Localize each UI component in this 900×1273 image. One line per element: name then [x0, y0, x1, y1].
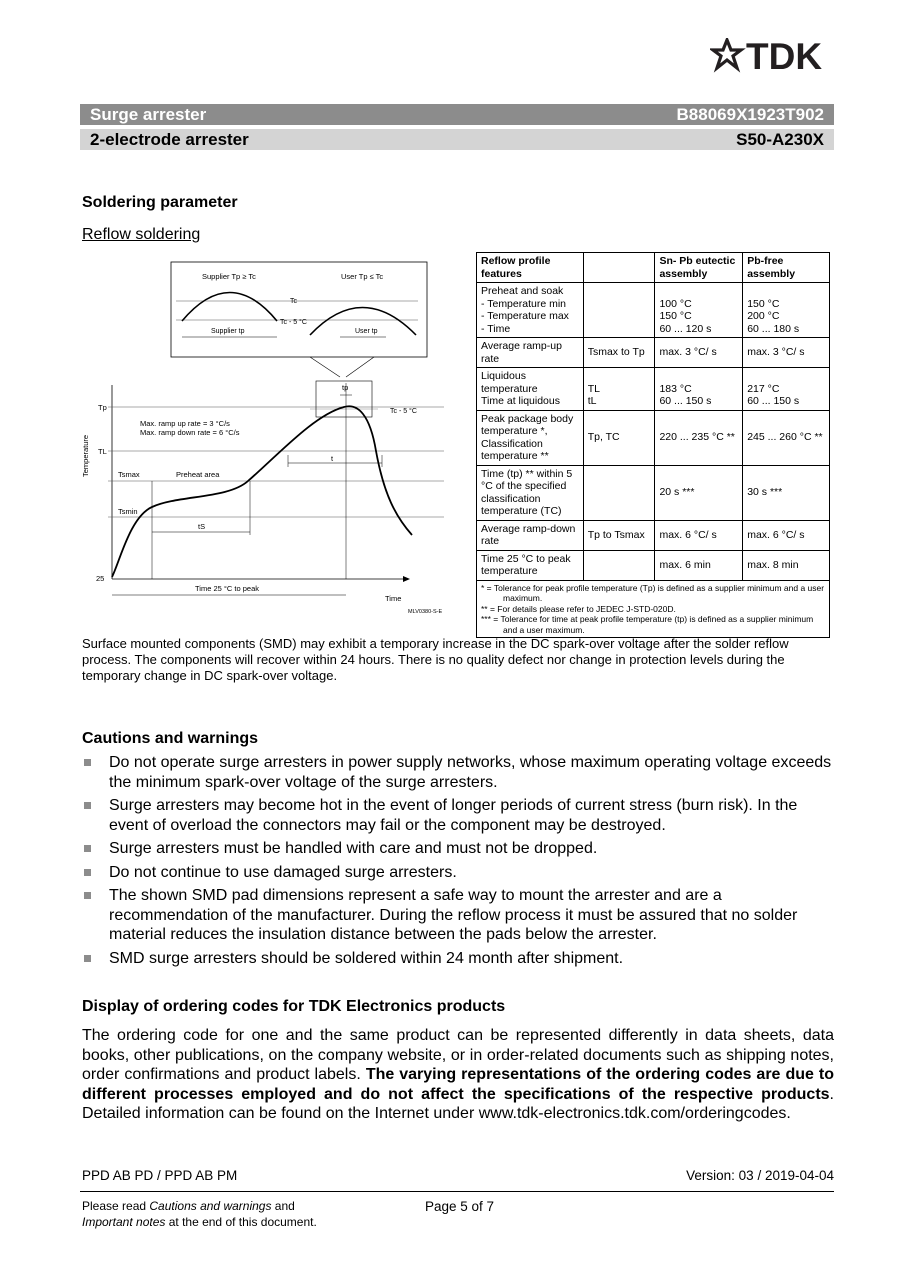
table-cell: 20 s *** [655, 465, 743, 520]
table-cell: Average ramp-down rate [477, 520, 584, 550]
caution-text: SMD surge arresters should be soldered within 24 month after shipment. [109, 949, 624, 967]
ts-label: tS [198, 522, 206, 531]
cautions-list [82, 753, 834, 972]
table-row [477, 410, 830, 465]
table-row [477, 520, 830, 550]
caution-text: The shown SMD pad dimensions represent a safe way to mount the arrester and are a recommendation of the manufacturer. During the reflow process it must be assured that no solder material reduces the insulation distance between the pads below the arrester. [109, 887, 798, 943]
user-label: User Tp ≤ Tc [341, 272, 384, 281]
footer-version: Version: 03 / 2019-04-04 [686, 1168, 834, 1183]
table-cell: Time (tp) ** within 5 °C of the specified classification temperature (TC) [477, 465, 584, 520]
time-to-peak-label: Time 25 °C to peak [195, 584, 259, 593]
ramp-down-label: Max. ramp down rate = 6 °C/s [140, 428, 240, 437]
table-cell: Preheat and soak - Temperature min - Temperature max - Time [477, 283, 584, 338]
footer-divider [80, 1191, 834, 1192]
table-row [477, 465, 830, 520]
table-cell: 100 °C 150 °C 60 ... 120 s [655, 283, 743, 338]
table-header: Reflow profile features [477, 253, 584, 283]
table-cell: Average ramp-up rate [477, 338, 584, 368]
list-item [82, 886, 834, 945]
table-cell [583, 465, 655, 520]
footer-note-text: at the end of this document. [165, 1215, 317, 1229]
tdk-logo-mark [713, 40, 741, 68]
table-cell: 217 °C 60 ... 150 s [743, 368, 830, 411]
ordering-text: The ordering code for one and the same product can be represented differently in data sheets, data books, other publications, on the company website, or in order-related documents such as shipping notes, order confirmations and product labels. [82, 1027, 834, 1083]
list-item [82, 753, 834, 792]
ordering-text-end: . Detailed information can be found on the Internet under www.tdk-electronics.tdk.com/orderingcodes. [82, 1085, 834, 1122]
table-cell: TL tL [583, 368, 655, 411]
product-name: Surge arrester [90, 105, 207, 124]
user-tp-label: User tp [355, 328, 378, 335]
soldering-title: Soldering parameter [82, 194, 238, 211]
cautions-title: Cautions and warnings [82, 730, 259, 747]
tp-label: Tp [98, 403, 107, 412]
bullet-icon [84, 955, 91, 962]
soldering-parameter-table [476, 252, 830, 638]
ramp-up-label: Max. ramp up rate = 3 °C/s [140, 419, 230, 428]
table-note: ** = For details please refer to JEDEC J-STD-020D. [481, 603, 676, 614]
bullet-icon [84, 802, 91, 809]
table-row [477, 283, 830, 338]
figure-code: MLV0380-S-E [408, 609, 443, 615]
footer-cautions-ref: Cautions and warnings [149, 1199, 272, 1213]
caution-text: Do not continue to use damaged surge arresters. [109, 863, 457, 881]
tsmin-label: Tsmin [118, 507, 138, 516]
t-label: t [331, 454, 334, 463]
table-cell: Tp to Tsmax [583, 520, 655, 550]
tl-label: TL [98, 447, 107, 456]
caution-text: Do not operate surge arresters in power supply networks, whose maximum operating voltage exceeds the minimum spark-over voltage of the surge arresters. [109, 754, 832, 791]
table-note: *** = Tolerance for time at peak profile temperature (tp) is defined as a supplier minimum and a user maximum. [481, 614, 814, 635]
ordering-title: Display of ordering codes for TDK Electronics products [82, 998, 506, 1015]
reflow-subtitle: Reflow soldering [82, 226, 201, 243]
reflow-profile-diagram [78, 255, 458, 625]
table-cell: max. 3 °C/ s [655, 338, 743, 368]
table-notes-row [477, 580, 830, 638]
table-cell: 30 s *** [743, 465, 830, 520]
footer-note-text: Please read [82, 1199, 150, 1213]
tdk-logo-text: TDK [746, 38, 823, 74]
product-series: S50-A230X [736, 130, 824, 149]
table-cell: max. 3 °C/ s [743, 338, 830, 368]
page-number: Page 5 of 7 [425, 1199, 495, 1214]
tdk-logo [710, 38, 838, 74]
table-cell: Tsmax to Tp [583, 338, 655, 368]
header-band-product [80, 104, 834, 125]
table-cell: 183 °C 60 ... 150 s [655, 368, 743, 411]
table-cell: 245 ... 260 °C ** [743, 410, 830, 465]
tp-time-label: tp [342, 383, 349, 392]
list-item [82, 949, 834, 969]
list-item [82, 863, 834, 883]
table-cell: Tp, TC [583, 410, 655, 465]
ordering-bold-text: The varying representations of the ordering codes are due to different processes employed and do not affect the specifications of the respective products [82, 1066, 834, 1103]
table-cell: max. 6 °C/ s [743, 520, 830, 550]
table-header: Sn- Pb eutectic assembly [655, 253, 743, 283]
table-cell [583, 550, 655, 580]
table-header [583, 253, 655, 283]
supplier-label: Supplier Tp ≥ Tc [202, 272, 256, 281]
table-header-row [477, 253, 830, 283]
table-header: Pb-free assembly [743, 253, 830, 283]
table-cell: 220 ... 235 °C ** [655, 410, 743, 465]
supplier-tp-label: Supplier tp [211, 328, 245, 335]
bullet-icon [84, 845, 91, 852]
footer-note [82, 1198, 382, 1230]
table-row [477, 368, 830, 411]
part-number: B88069X1923T902 [676, 105, 824, 124]
footer-note-text: and [271, 1199, 295, 1213]
tc5-main-label: Tc - 5 °C [390, 408, 417, 415]
table-note: * = Tolerance for peak profile temperature (Tp) is defined as a supplier minimum and a user maximum. [481, 582, 825, 603]
preheat-label: Preheat area [176, 470, 220, 479]
table-cell [583, 283, 655, 338]
smd-note: Surface mounted components (SMD) may exhibit a temporary increase in the DC spark-over voltage after the solder reflow process. The components will recover within 24 hours. There is no quality defect nor change in protection levels during the temporary change in DC spark-over voltage. [82, 636, 789, 683]
list-item [82, 839, 834, 859]
table-row [477, 338, 830, 368]
bullet-icon [84, 869, 91, 876]
table-row [477, 550, 830, 580]
table-cell: max. 6 min [655, 550, 743, 580]
ordering-paragraph [82, 1026, 834, 1124]
header-band-type [80, 129, 834, 150]
caution-text: Surge arresters must be handled with care and must not be dropped. [109, 840, 598, 857]
supplier-curve [182, 293, 277, 322]
t25-label: 25 [96, 574, 105, 583]
table-cell: Liquidous temperature Time at liquidous [477, 368, 584, 411]
table-cell: max. 6 °C/ s [655, 520, 743, 550]
footer-important-ref: Important notes [82, 1215, 166, 1229]
caution-text: Surge arresters may become hot in the event of longer periods of current stress (burn risk). In the event of overload the connectors may fail or the component may be destroyed. [109, 797, 798, 834]
inset-tc5-label: Tc - 5 °C [280, 319, 307, 326]
table-cell: 150 °C 200 °C 60 ... 180 s [743, 283, 830, 338]
table-cell: max. 8 min [743, 550, 830, 580]
table-notes [477, 580, 830, 638]
tsmax-label: Tsmax [118, 470, 140, 479]
table-cell: Peak package body temperature *, Classification temperature ** [477, 410, 584, 465]
product-type: 2-electrode arrester [90, 130, 249, 149]
footer-dept: PPD AB PD / PPD AB PM [82, 1168, 238, 1183]
table-cell: Time 25 °C to peak temperature [477, 550, 584, 580]
bullet-icon [84, 759, 91, 766]
inset-tc-label: Tc [290, 298, 297, 305]
time-axis-label: Time [385, 594, 402, 603]
list-item [82, 796, 834, 835]
temperature-axis-label: Temperature [81, 434, 90, 477]
bullet-icon [84, 892, 91, 899]
